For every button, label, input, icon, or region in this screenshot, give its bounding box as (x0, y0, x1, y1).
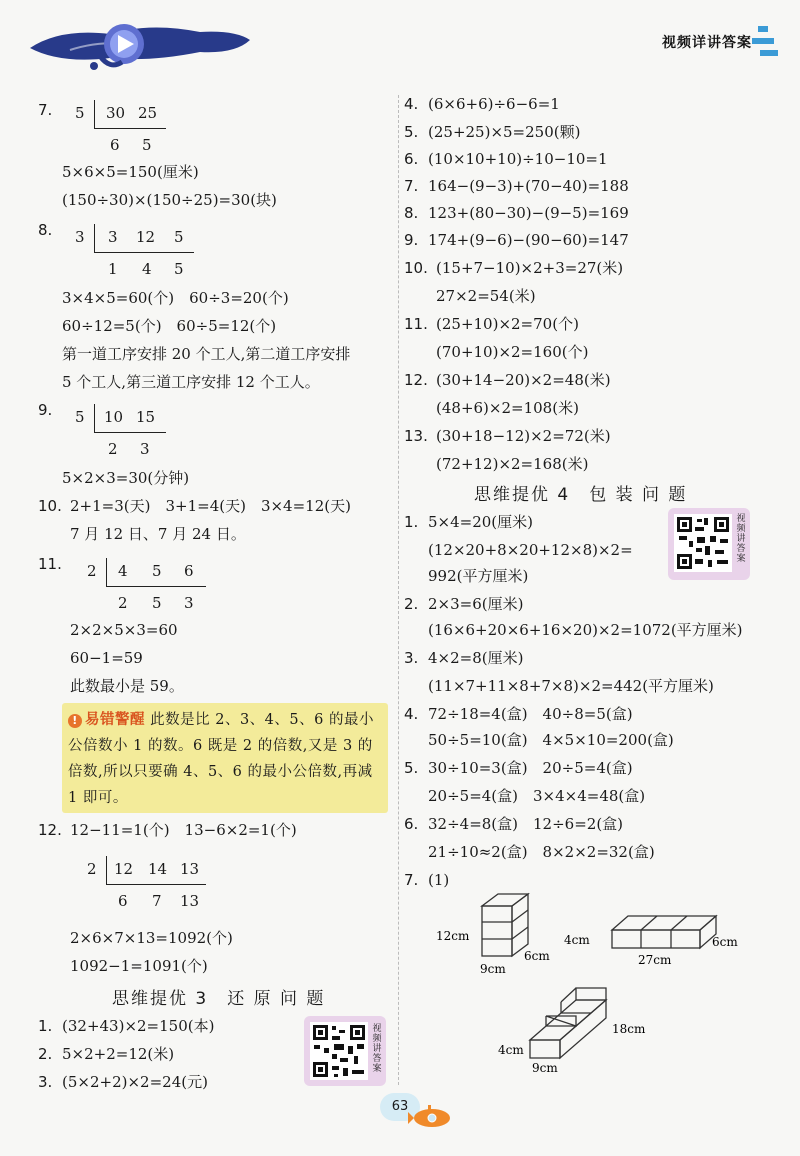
item-number: 1. (38, 1017, 53, 1035)
warning-content (68, 707, 386, 811)
answer-line: (5×2+2)×2=24(元) (62, 1073, 208, 1091)
division-top-value: 30 (106, 104, 126, 122)
fig1-height-label: 12cm (436, 929, 470, 943)
division-bottom-value: 5 (174, 260, 184, 278)
answer-line: 4×2=8(厘米) (428, 649, 524, 667)
division-divisor: 2 (87, 860, 97, 878)
q9-short-division (72, 406, 172, 466)
fig1-depth-label: 6cm (524, 949, 550, 963)
section-title-4: 思维提优 4 包 装 问 题 (474, 485, 688, 505)
q8-number: 8. (38, 221, 53, 239)
item-number: 5. (404, 123, 419, 141)
answer-line: 21÷10≈2(盒) 8×2×2=32(盒) (428, 843, 655, 861)
answer-line: 3×4×5=60(个) 60÷3=20(个) (62, 289, 289, 307)
answer-line: 20÷5=4(盒) 3×4×4=48(盒) (428, 787, 646, 805)
division-bottom-value: 7 (152, 892, 162, 910)
fig3-height-label: 4cm (498, 1043, 524, 1057)
answer-line: 50÷5=10(盒) 4×5×10=200(盒) (428, 731, 674, 749)
item-number: 5. (404, 759, 419, 777)
qr-code-icon[interactable] (310, 1022, 368, 1080)
item-number: 8. (404, 204, 419, 222)
division-bracket (94, 224, 95, 252)
warning-tag: 易错警醒 (85, 712, 145, 728)
answer-line: 992(平方厘米) (428, 567, 529, 585)
q12-short-division (84, 858, 214, 918)
division-top-value: 25 (138, 104, 158, 122)
exclamation-icon: ! (68, 714, 82, 728)
division-divisor: 5 (75, 408, 85, 426)
answer-line: (32+43)×2=150(本) (62, 1017, 215, 1035)
answer-line: (48+6)×2=108(米) (436, 399, 579, 417)
division-line (106, 884, 206, 885)
answer-line: 1092−1=1091(个) (70, 957, 208, 975)
answer-line: (25+10)×2=70(个) (436, 315, 579, 333)
division-top-value: 14 (148, 860, 168, 878)
division-bottom-value: 13 (180, 892, 200, 910)
q11-short-division (84, 560, 214, 620)
division-bottom-value: 4 (142, 260, 152, 278)
division-line (94, 252, 194, 253)
item-number: 12. (404, 371, 428, 389)
submarine-icon (404, 1100, 454, 1130)
answer-line: (10×10+10)÷10−10=1 (428, 150, 608, 168)
q11-number: 11. (38, 555, 62, 573)
q7-short-division (72, 102, 172, 162)
item-number: 7. (404, 871, 419, 889)
item-number: 6. (404, 150, 419, 168)
division-top-value: 5 (152, 562, 162, 580)
q7-number: 7. (38, 101, 53, 119)
answer-line: 第一道工序安排 20 个工人,第二道工序安排 (62, 345, 351, 363)
division-top-value: 15 (136, 408, 156, 426)
qr-code-card[interactable] (304, 1016, 386, 1086)
answer-line: (12×20+8×20+12×8)×2= (428, 541, 633, 559)
item-number: 3. (38, 1073, 53, 1091)
division-top-value: 4 (118, 562, 128, 580)
fig2-height-label: 4cm (564, 933, 590, 947)
q9-number: 9. (38, 401, 53, 419)
division-divisor: 3 (75, 228, 85, 246)
answer-line: 5×4=20(厘米) (428, 513, 534, 531)
q10-number: 10. (38, 497, 62, 515)
item-number: 13. (404, 427, 428, 445)
answer-line: 此数最小是 59。 (70, 677, 184, 695)
fig3-length-label: 18cm (612, 1022, 646, 1036)
item-number: 3. (404, 649, 419, 667)
answer-line: (16×6+20×6+16×20)×2=1072(平方厘米) (428, 621, 743, 639)
answer-line: (11×7+11×8+7×8)×2=442(平方厘米) (428, 677, 714, 695)
answer-line: 123+(80−30)−(9−5)=169 (428, 204, 629, 222)
section-title-3: 思维提优 3 还 原 问 题 (112, 989, 326, 1009)
answer-line: 174+(9−6)−(90−60)=147 (428, 231, 629, 249)
answer-line: (30+18−12)×2=72(米) (436, 427, 611, 445)
fig1-width-label: 9cm (480, 962, 506, 976)
answer-line: 2×3=6(厘米) (428, 595, 524, 613)
answer-line: 5×2+2=12(米) (62, 1045, 175, 1063)
answer-line: (25+25)×5=250(颗) (428, 123, 581, 141)
division-divisor: 2 (87, 562, 97, 580)
item-number: 6. (404, 815, 419, 833)
qr-label: 视频讲答案 (736, 514, 746, 564)
answer-line: 72÷18=4(盒) 40÷8=5(盒) (428, 705, 633, 723)
answer-line: 5 个工人,第三道工序安排 12 个工人。 (62, 373, 320, 391)
q12-number: 12. (38, 821, 62, 839)
division-bottom-value: 1 (108, 260, 118, 278)
item-number: 2. (404, 595, 419, 613)
division-bottom-value: 2 (108, 440, 118, 458)
header-bars-icon (752, 26, 782, 66)
division-divisor: 5 (75, 104, 85, 122)
division-bottom-value: 3 (184, 594, 194, 612)
answer-line: 60−1=59 (70, 649, 143, 667)
q8-short-division (72, 226, 202, 286)
item-number: 2. (38, 1045, 53, 1063)
answer-line: 27×2=54(米) (436, 287, 536, 305)
answer-line: 12−11=1(个) 13−6×2=1(个) (70, 821, 297, 839)
fig2-depth-label: 6cm (712, 935, 738, 949)
box-arrangement-figures (420, 880, 780, 1080)
answer-line: 7 月 12 日、7 月 24 日。 (70, 525, 246, 543)
division-top-value: 5 (174, 228, 184, 246)
division-bottom-value: 6 (118, 892, 128, 910)
division-bottom-value: 5 (152, 594, 162, 612)
division-bottom-value: 2 (118, 594, 128, 612)
page-number: 63 (380, 1093, 420, 1121)
header-label: 视频详讲答案 (662, 35, 752, 51)
fig2-width-label: 27cm (638, 953, 672, 967)
division-bracket (94, 100, 95, 128)
answer-line: 5×6×5=150(厘米) (62, 163, 199, 181)
answer-line: 2+1=3(天) 3+1=4(天) 3×4=12(天) (70, 497, 351, 515)
answer-line: (1) (428, 871, 450, 889)
figure-1-stack (482, 894, 528, 956)
answer-line: 5×2×3=30(分钟) (62, 469, 190, 487)
qr-code-card[interactable] (668, 508, 750, 580)
answer-line: 60÷12=5(个) 60÷5=12(个) (62, 317, 277, 335)
qr-code-icon[interactable] (674, 514, 732, 572)
division-bracket (106, 558, 107, 586)
item-number: 7. (404, 177, 419, 195)
item-number: 1. (404, 513, 419, 531)
division-top-value: 10 (104, 408, 124, 426)
figure-3-depth-row (530, 988, 606, 1058)
answer-line: 32÷4=8(盒) 12÷6=2(盒) (428, 815, 624, 833)
answer-line: 30÷10=3(盒) 20÷5=4(盒) (428, 759, 633, 777)
division-bracket (106, 856, 107, 884)
qr-label: 视频讲答案 (372, 1024, 382, 1074)
division-top-value: 6 (184, 562, 194, 580)
item-number: 4. (404, 705, 419, 723)
division-top-value: 12 (136, 228, 156, 246)
division-bottom-value: 3 (140, 440, 150, 458)
fig3-width-label: 9cm (532, 1061, 558, 1075)
division-line (94, 432, 166, 433)
division-top-value: 13 (180, 860, 200, 878)
division-bracket (94, 404, 95, 432)
answer-line: (15+7−10)×2+3=27(米) (436, 259, 624, 277)
page-header (0, 0, 800, 78)
division-line (106, 586, 206, 587)
item-number: 4. (404, 95, 419, 113)
item-number: 9. (404, 231, 419, 249)
answer-line: 2×2×5×3=60 (70, 621, 178, 639)
figure-2-row (612, 916, 716, 948)
answer-line: (30+14−20)×2=48(米) (436, 371, 611, 389)
answer-line: (70+10)×2=160(个) (436, 343, 589, 361)
answer-line: 164−(9−3)+(70−40)=188 (428, 177, 629, 195)
division-bottom-value: 5 (142, 136, 152, 154)
column-divider (398, 95, 399, 1085)
answer-line: 2×6×7×13=1092(个) (70, 929, 233, 947)
item-number: 11. (404, 315, 428, 333)
item-number: 10. (404, 259, 428, 277)
error-warning-box (62, 703, 388, 813)
answer-line: (72+12)×2=168(米) (436, 455, 589, 473)
answer-line: (150÷30)×(150÷25)=30(块) (62, 191, 277, 209)
warning-text: 此数是比 2、3、4、5、6 的最小公倍数小 1 的数。6 既是 2 的倍数,又是 3 的倍数,所以只要确 4、5、6 的最小公倍数,再减 1 即可。 (68, 712, 374, 806)
division-bottom-value: 6 (110, 136, 120, 154)
answer-line: (6×6+6)÷6−6=1 (428, 95, 560, 113)
division-top-value: 3 (108, 228, 118, 246)
division-line (94, 128, 166, 129)
division-top-value: 12 (114, 860, 134, 878)
